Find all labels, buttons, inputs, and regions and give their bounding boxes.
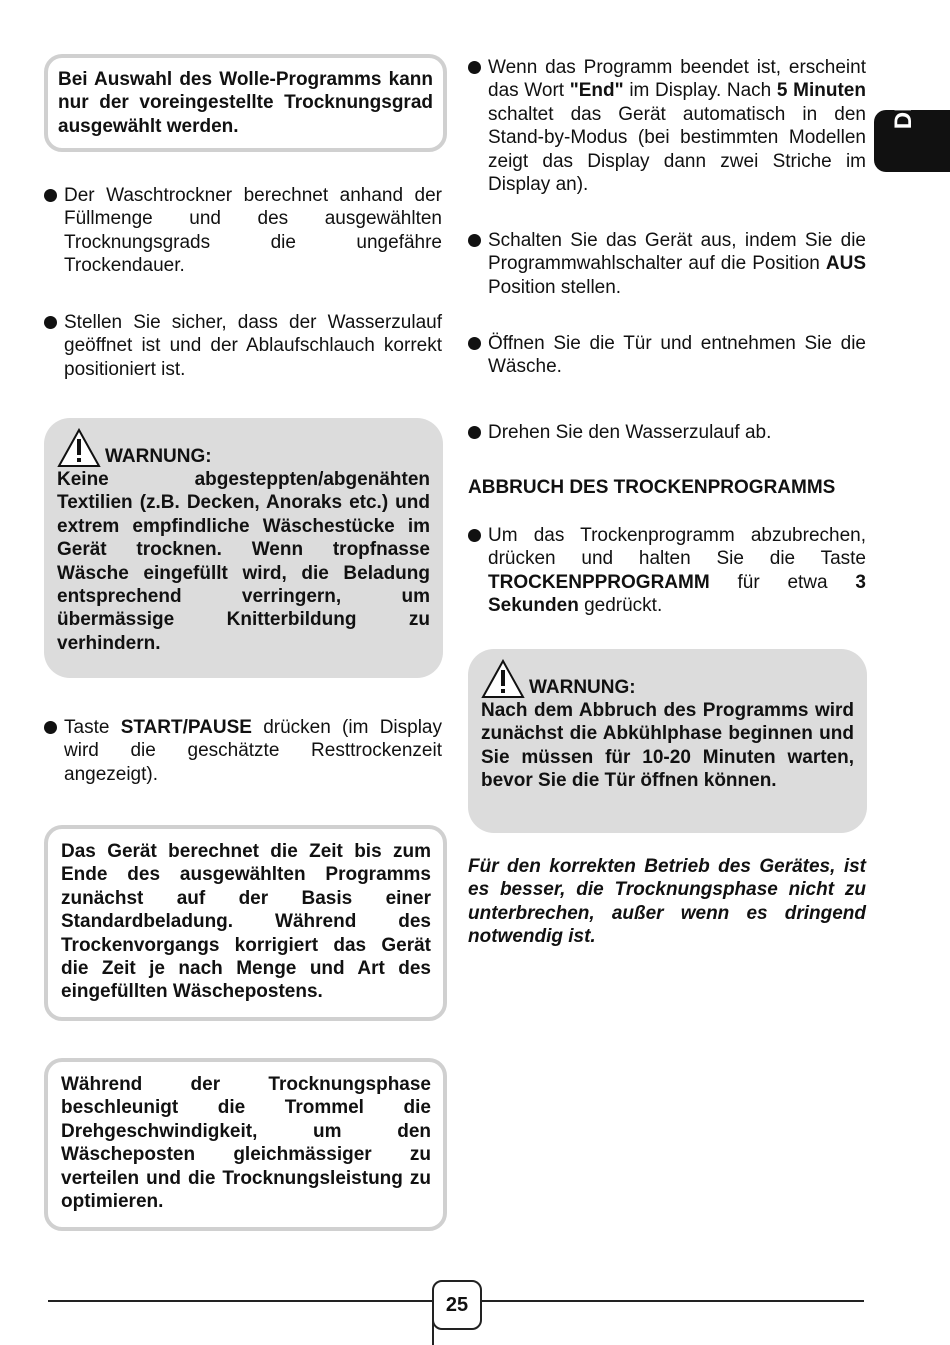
footer-rule-left [48,1300,432,1302]
bullet-dot-icon [468,234,481,247]
bullet-start-post: drücken (im Display wird die geschätzte Resttrockenzeit angezeigt). [64,717,442,785]
bullet-open-door-text: Öffnen Sie die Tür und entnehmen Sie die Wäsche. [488,333,866,378]
section-title-cancel-program: ABBRUCH DES TROCKENPROGRAMMS [468,477,836,498]
bullet-switch-off-text-2: Position stellen. [488,276,622,298]
bullet-cancel-program [468,524,866,618]
bullet-drying-duration-text: Der Waschtrockner berechnet anhand der Füllmenge und des ausgewählten Trocknungsgrads die ungefähre Trockendauer. [64,185,442,277]
warning-label: WARNUNG: [529,677,636,698]
bullet-dot-icon [468,61,481,74]
bullet-close-tap [468,421,866,444]
bullet-dot-icon [468,337,481,350]
bullet-dot-icon [44,316,57,329]
end-word-label: "End" [569,80,624,102]
warning-triangle-icon [57,428,101,468]
bullet-cancel-text-2: für etwa [709,571,856,593]
italic-operation-note: Für den korrekten Betrieb des Gerätes, ist es besser, die Trocknungsphase nicht zu unterbrechen, außer wenn es dringend notwendig ist. [468,856,866,948]
warning-box-textiles [44,418,443,678]
drum-speed-note-box [44,1058,447,1231]
bullet-dot-icon [44,721,57,734]
bullet-program-end-text-2: im Display. Nach [623,80,777,102]
bullet-program-end-text-3: schaltet das Gerät automatisch in den Stand-by-Modus (bei bestimmten Modellen zeigt das Display dann zwei Striche im Display an). [488,103,866,196]
aus-position-label: AUS [825,253,866,275]
page-number: 25 [432,1280,482,1330]
drum-speed-note-text: Während der Trocknungsphase beschleunigt die Trommel die Drehgeschwindigkeit, um den Wäscheposten gleichmässiger zu verteilen und die Trocknungsleistung zu optimieren. [61,1074,431,1213]
warning-textiles-text: Keine abgesteppten/abgenähten Textilien (z.B. Decken, Anoraks etc.) und extrem empfindliche Wäschestücke im Gerät trocknen. Wenn tropfnasse Wäsche eingefüllt wird, die Beladung entsprechend verringern, um übermässige Knitterbildung zu verhindern. [57,469,430,654]
bullet-dot-icon [468,529,481,542]
bullet-program-end [468,56,866,196]
language-tab [874,95,950,172]
bullet-drying-duration [44,184,442,278]
warning-label: WARNUNG: [105,446,212,467]
bullet-start-pre: Taste [64,717,121,738]
bullet-cancel-text-1: Um das Trockenprogramm abzubrechen, drücken und halten Sie die Taste [488,525,866,570]
warning-box-cooldown [468,649,867,833]
bullet-dot-icon [468,426,481,439]
time-calculation-note-text: Das Gerät berechnet die Zeit bis zum Ende des ausgewählten Programms zunächst auf der Basis einer Standardbeladung. Während des Trockenvorgangs korrigiert das Gerät die Zeit je nach Menge und Art des eingefüllten Wäschepostens. [61,841,431,1003]
bullet-program-end-text-1: Wenn das Programm beendet ist, erscheint das Wort [488,57,866,102]
bullet-water-supply-text: Stellen Sie sicher, dass der Wasserzulauf geöffnet ist und der Ablaufschlauch korrekt positioniert ist. [64,312,442,380]
dry-program-key-label: TROCKENPPROGRAMM [488,571,710,593]
footer-rule-right [478,1300,864,1302]
warning-header [481,659,854,699]
time-calculation-note-box [44,825,447,1021]
bullet-start-pause [44,716,442,786]
five-minutes-label: 5 Minuten [776,80,866,102]
start-pause-key-label: START/PAUSE [120,717,252,738]
bullet-switch-off [468,229,866,299]
bullet-open-door [468,332,866,379]
bullet-close-tap-text: Drehen Sie den Wasserzulauf ab. [488,422,772,443]
three-seconds-label: 3 Sekunden [488,571,866,617]
bullet-switch-off-text-1: Schalten Sie das Gerät aus, indem Sie die Programmwahlschalter auf die Position [488,230,866,275]
warning-header [57,428,430,468]
bullet-dot-icon [44,189,57,202]
wool-program-note-box [44,54,447,152]
bullet-water-supply [44,311,442,381]
wool-program-note-text: Bei Auswahl des Wolle-Programms kann nur der voreingestellte Trocknungsgrad ausgewählt werden. [58,69,433,137]
warning-cooldown-text: Nach dem Abbruch des Programms wird zunächst die Abkühlphase beginnen und Sie müssen für 10-20 Minuten warten, bevor Sie die Tür öffnen können. [481,700,854,792]
bullet-cancel-text-3: gedrückt. [578,595,663,617]
language-tab-label: DE [890,95,917,130]
warning-triangle-icon [481,659,525,699]
